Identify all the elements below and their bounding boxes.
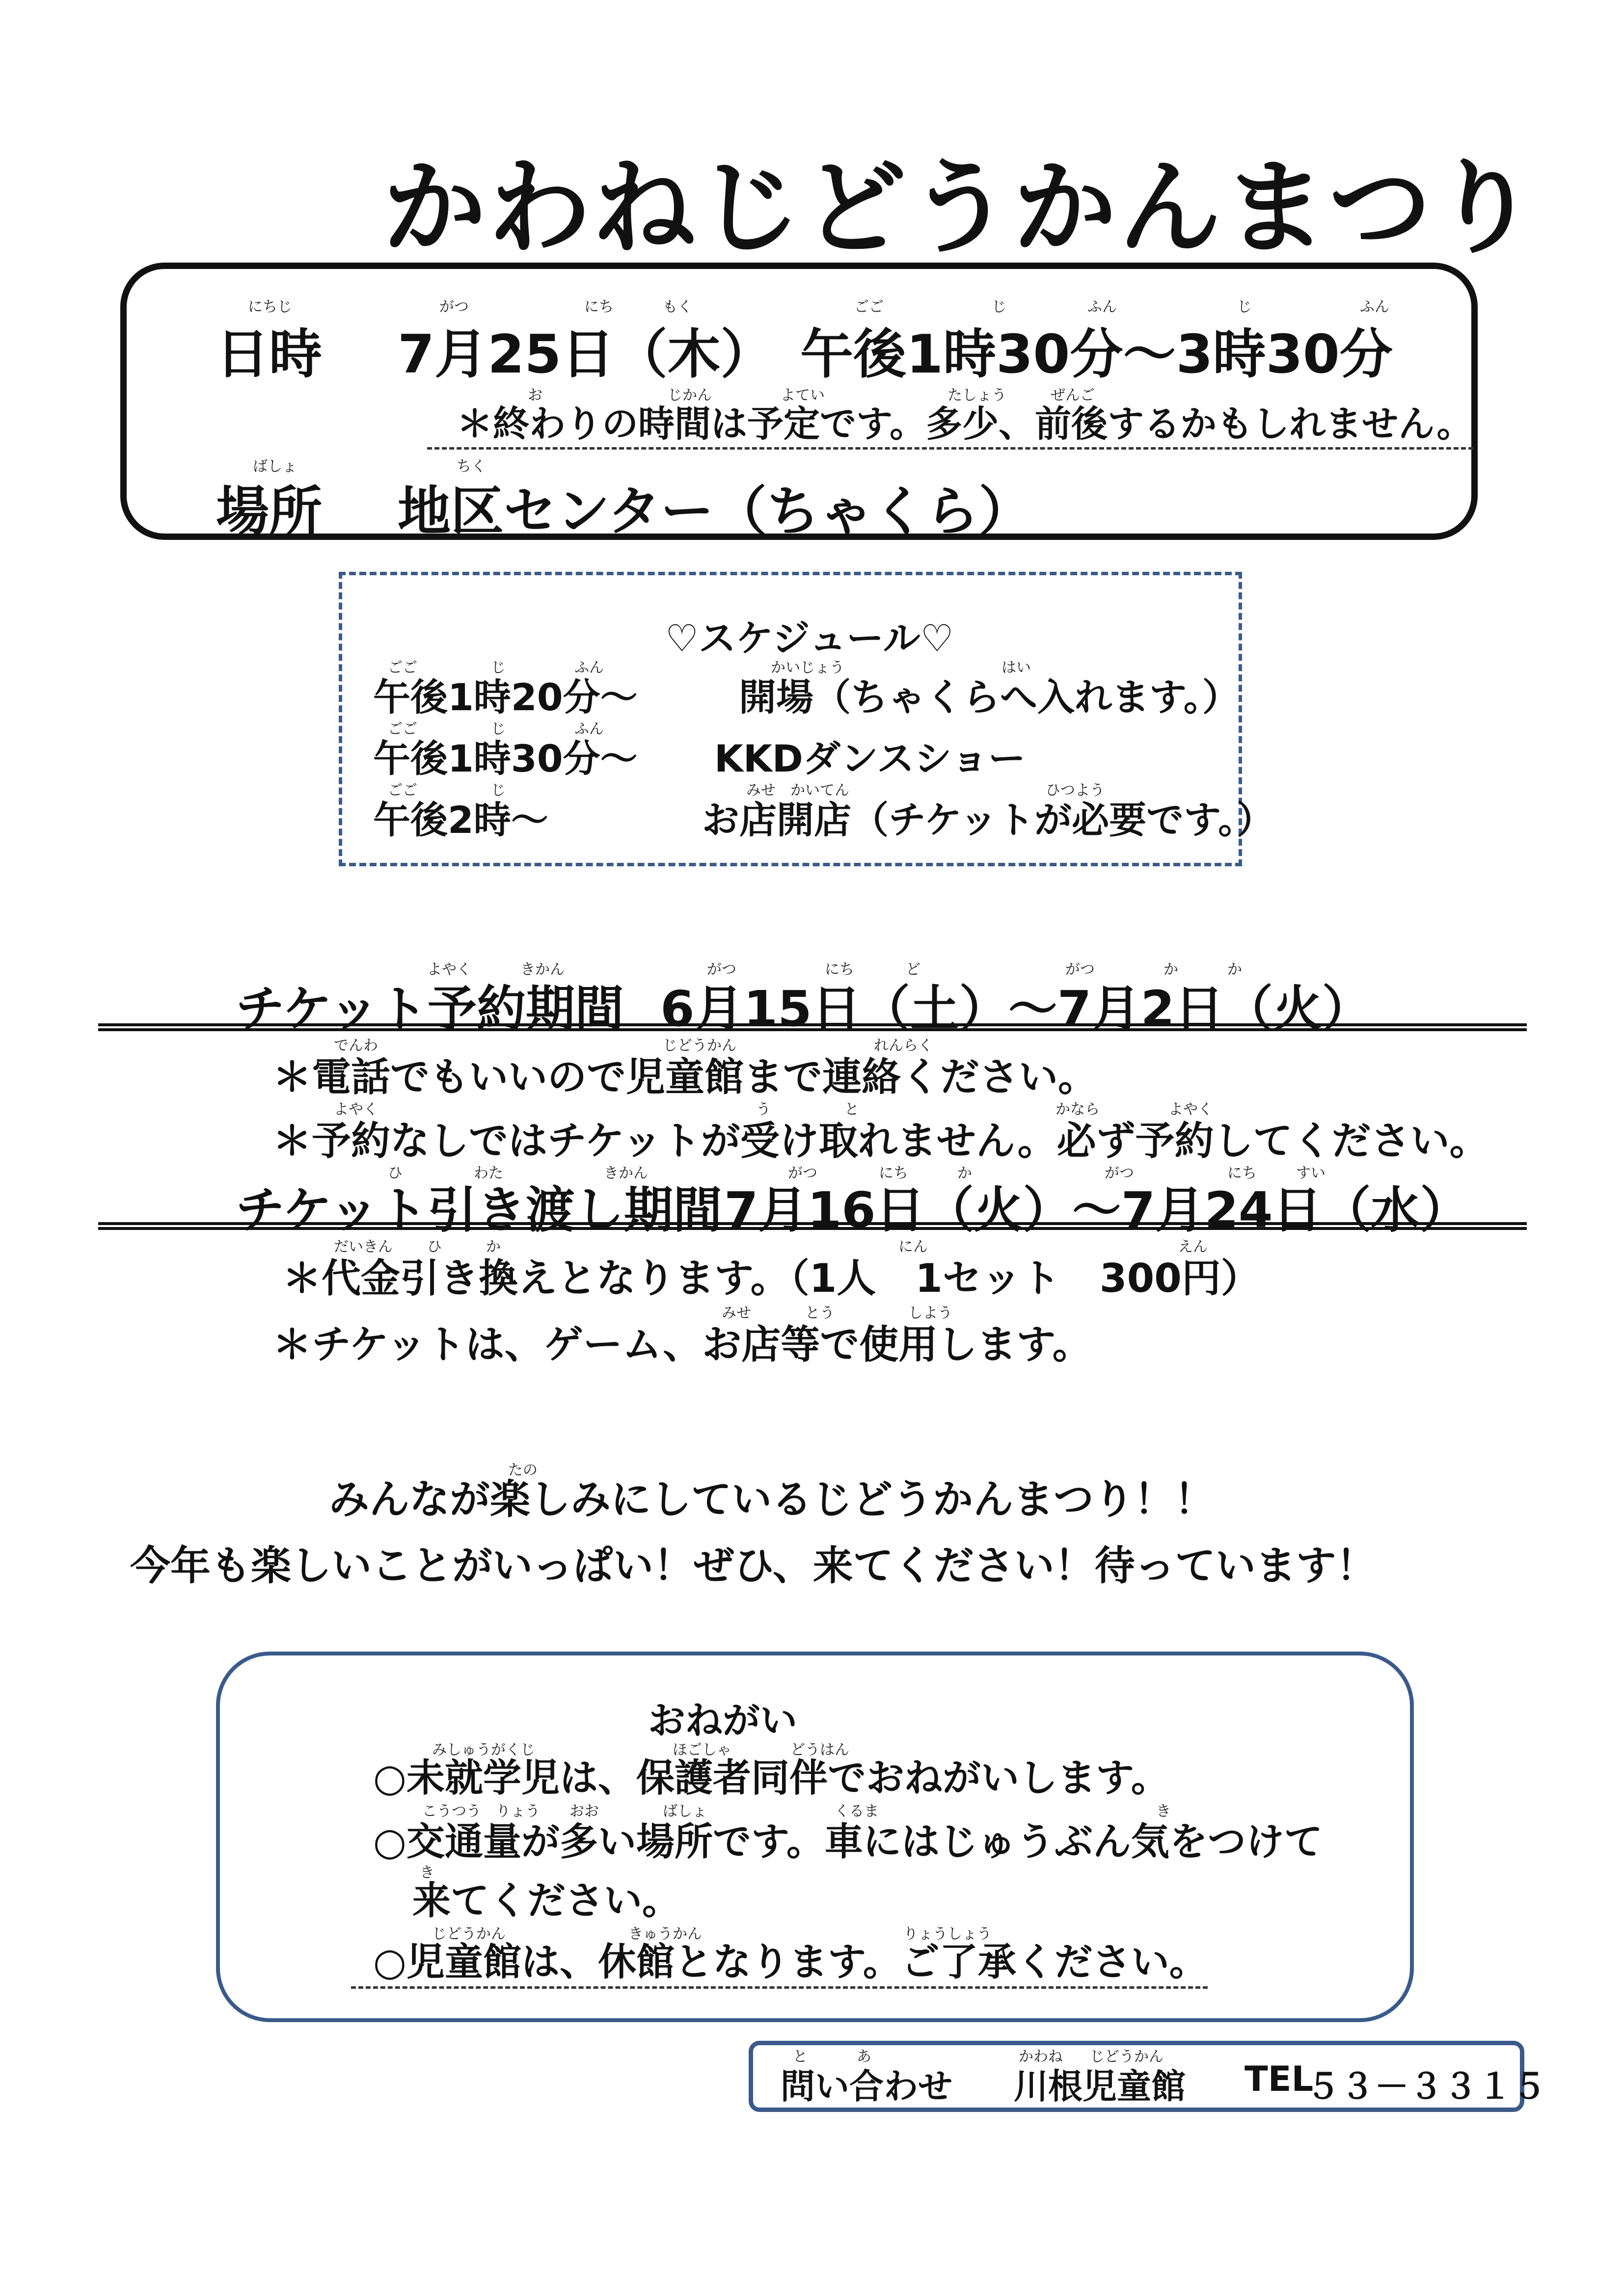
ruby-kikan-h: きかん xyxy=(604,1165,648,1182)
ruby-moku: もく xyxy=(663,298,692,316)
ruby-ji-1: じ xyxy=(491,659,506,676)
ruby-yoyaku-n: よやく xyxy=(334,1101,378,1118)
ruby-nichi: にち xyxy=(584,298,614,316)
ruby-do: ど xyxy=(906,961,920,978)
ruby-nichi-r1: にち xyxy=(825,961,854,978)
ruby-ji-2: じ xyxy=(491,721,506,738)
handover-note-2: ＊チケットは、ゲーム、お店等で使用します。 xyxy=(272,1322,1092,1367)
ruby-daikin: だいきん xyxy=(334,1238,393,1255)
ruby-u: う xyxy=(756,1101,771,1118)
contact-label: 問い合わせ xyxy=(781,2066,952,2107)
ruby-koutsuu: こうつう xyxy=(422,1803,481,1820)
schedule-heading: ♡スケジュール♡ xyxy=(665,616,954,660)
reservation-double-rule xyxy=(98,1023,1527,1031)
ruby-basho: ばしょ xyxy=(253,458,297,475)
ruby-basho-r: ばしょ xyxy=(663,1803,707,1820)
ruby-mise-h: みせ xyxy=(722,1305,751,1322)
schedule-row-2-time: 午後1時30分～ xyxy=(373,737,638,780)
place-label: 場所 xyxy=(216,481,323,542)
ruby-kaiten: かいてん xyxy=(790,782,849,799)
ruby-tou: とう xyxy=(805,1305,835,1322)
ruby-yoyaku: よやく xyxy=(427,961,471,978)
ruby-gatsu: がつ xyxy=(439,298,469,316)
ruby-hogosha: ほごしゃ xyxy=(673,1741,731,1759)
ruby-kyuukan: きゅうかん xyxy=(628,1925,702,1943)
ruby-fun: ふん xyxy=(1087,298,1117,316)
contact-name: 川根児童館 xyxy=(1014,2066,1186,2107)
page-title: かわねじどうかんまつり xyxy=(383,148,1539,268)
ruby-gatsu-r1: がつ xyxy=(707,961,736,978)
request-item-3: ○児童館は、休館となります。ご了承ください。 xyxy=(351,1931,1208,1989)
ruby-o: お xyxy=(528,387,542,404)
reservation-period: 6月15日（土）～7月2日（火） xyxy=(660,980,1371,1038)
ruby-gogo-2: ごご xyxy=(388,721,417,738)
ruby-tashou: たしょう xyxy=(947,387,1006,404)
request-item-2a: ○交通量が多い場所です。車にはじゅうぶん気をつけて xyxy=(373,1820,1323,1864)
contact-tel-prefix: TEL xyxy=(1244,2059,1314,2099)
ruby-jidoukan-r: じどうかん xyxy=(663,1037,736,1054)
ruby-denwa: でんわ xyxy=(334,1037,378,1054)
ruby-ka2: か xyxy=(1227,961,1242,978)
ruby-en: えん xyxy=(1178,1238,1208,1255)
ruby-yoyaku2: よやく xyxy=(1168,1101,1213,1118)
ruby-tano: たの xyxy=(508,1462,538,1479)
ruby-oo: おお xyxy=(569,1803,599,1820)
ruby-nin: にん xyxy=(898,1238,928,1255)
ruby-ryou: りょう xyxy=(496,1803,540,1820)
ruby-chiku: ちく xyxy=(457,458,486,475)
request-item-2b: 来てください。 xyxy=(412,1879,681,1923)
schedule-row-1-time: 午後1時20分～ xyxy=(373,675,638,719)
ruby-kikan: きかん xyxy=(520,961,565,978)
message-line-1: みんなが楽しみにしているじどうかんまつり！！ xyxy=(329,1476,1215,1523)
handover-label: チケット引き渡し期間 xyxy=(236,1181,722,1239)
ruby-jikan: じかん xyxy=(668,387,712,404)
ruby-kanara: かなら xyxy=(1055,1101,1100,1118)
ruby-mishuugakuji: みしゅうがくじ xyxy=(432,1741,535,1759)
ruby-kuruma: くるま xyxy=(835,1803,879,1820)
ruby-shiyou: しよう xyxy=(908,1305,952,1322)
ruby-a-c: あ xyxy=(857,2048,871,2065)
handover-period: 7月16日（火）～7月24日（水） xyxy=(724,1181,1469,1239)
ruby-gogo-3: ごご xyxy=(388,782,417,799)
ruby-zengo: ぜんご xyxy=(1051,387,1095,404)
ruby-ki: き xyxy=(1156,1803,1171,1820)
ruby-fun-2: ふん xyxy=(574,721,604,738)
ruby-ryoushou: りょうしょう xyxy=(903,1925,992,1943)
ruby-gatsu-r2: がつ xyxy=(1065,961,1095,978)
ruby-ka2-h: か xyxy=(486,1238,501,1255)
handover-note-1: ＊代金引き換えとなります。（1人 1セット 300円） xyxy=(282,1255,1260,1301)
ruby-hi: ひ xyxy=(388,1165,403,1182)
ruby-ji: じ xyxy=(992,298,1006,316)
ruby-ka-h: か xyxy=(957,1165,972,1182)
ruby-mise: みせ xyxy=(746,782,776,799)
time-note: ＊終わりの時間は予定です。多少、前後するかもしれません。 xyxy=(427,395,1473,450)
ruby-gatsu-h2: がつ xyxy=(1105,1165,1134,1182)
ruby-douhan: どうはん xyxy=(790,1741,849,1759)
time-value: 午後1時30分～3時30分 xyxy=(800,324,1393,385)
ruby-yotei: よてい xyxy=(781,387,825,404)
ruby-hitsuyou: ひつよう xyxy=(1046,782,1105,799)
contact-tel-number: ５３－３３１５ xyxy=(1306,2066,1546,2107)
ruby-kaijou: かいじょう xyxy=(771,659,844,676)
ruby-hai: はい xyxy=(1001,659,1031,676)
place-value: 地区センター（ちゃくら） xyxy=(398,481,1032,542)
ruby-jidoukan-q: じどうかん xyxy=(432,1925,506,1943)
ruby-ji2: じ xyxy=(1237,298,1252,316)
ruby-fun2: ふん xyxy=(1360,298,1389,316)
schedule-row-3-time: 午後2時～ xyxy=(373,798,548,842)
ruby-gatsu-h1: がつ xyxy=(788,1165,817,1182)
ruby-jidoukan-c: じどうかん xyxy=(1090,2048,1163,2065)
date-value: 7月25日（木） xyxy=(398,324,774,385)
ruby-gogo: ごご xyxy=(854,298,884,316)
reservation-note-2: ＊予約なしではチケットが受け取れません。必ず予約してください。 xyxy=(272,1118,1489,1164)
ruby-nichiji: にちじ xyxy=(248,298,292,316)
ruby-wata: わた xyxy=(474,1165,503,1182)
schedule-row-1-desc: 開場（ちゃくらへ入れます。） xyxy=(739,675,1240,719)
request-item-1: ○未就学児は、保護者同伴でおねがいします。 xyxy=(373,1756,1169,1800)
schedule-row-2-desc: KKDダンスショー xyxy=(714,737,1026,780)
ruby-ki2: き xyxy=(420,1864,434,1881)
ruby-renraku: れんらく xyxy=(874,1037,933,1054)
reservation-label: チケット予約期間 xyxy=(236,980,624,1038)
message-line-2: 今年も楽しいことがいっぱい！ぜひ、来てください！待っています！ xyxy=(130,1543,1377,1589)
schedule-row-3-desc: お店開店（チケットが必要です。） xyxy=(702,798,1274,842)
ruby-ka: か xyxy=(1163,961,1178,978)
ruby-hi2: ひ xyxy=(427,1238,442,1255)
request-heading: おねがい xyxy=(648,1699,797,1742)
ruby-kawane: かわね xyxy=(1019,2048,1063,2065)
ruby-gogo-1: ごご xyxy=(388,659,417,676)
reservation-note-1: ＊電話でもいいので児童館まで連絡ください。 xyxy=(272,1054,1097,1100)
ruby-to: と xyxy=(844,1101,859,1118)
ruby-nichi-h1: にち xyxy=(879,1165,908,1182)
ruby-to-c: と xyxy=(793,2048,808,2065)
ruby-fun-1: ふん xyxy=(574,659,604,676)
date-label: 日時 xyxy=(216,324,323,385)
ruby-nichi-h2: にち xyxy=(1227,1165,1257,1182)
ruby-sui: すい xyxy=(1296,1165,1325,1182)
handover-double-rule xyxy=(98,1222,1527,1230)
ruby-ji-3: じ xyxy=(491,782,506,799)
